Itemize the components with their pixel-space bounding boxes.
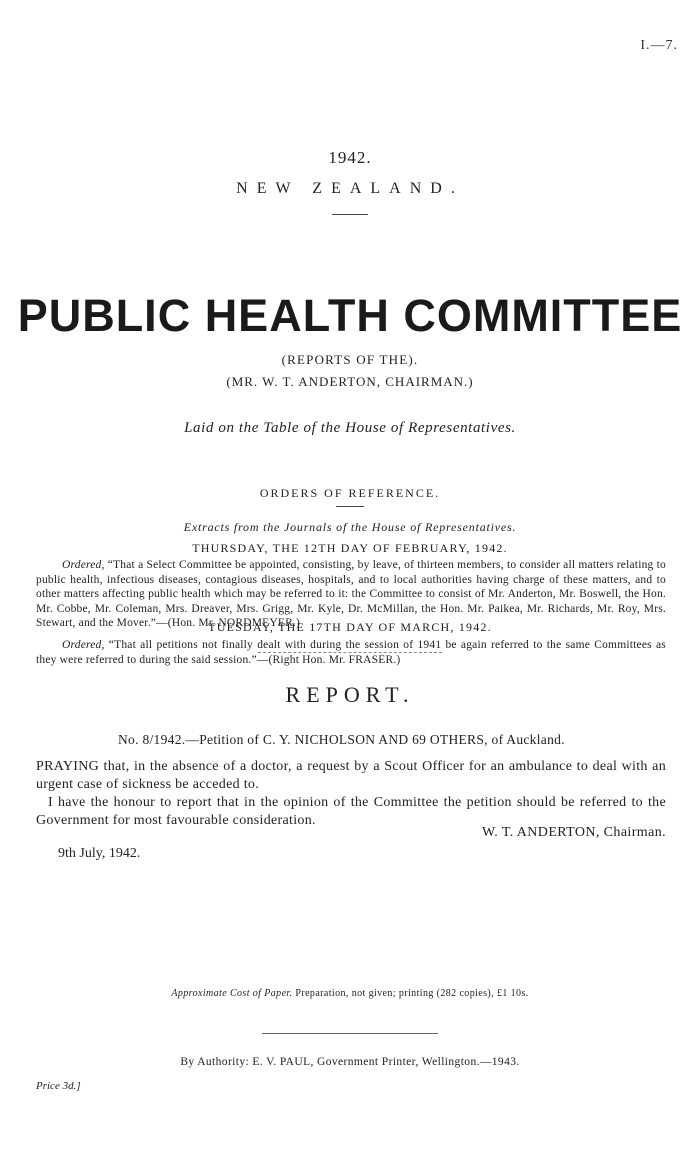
extracts-line: Extracts from the Journals of the House of Representatives. [183,520,517,534]
document-title: PUBLIC HEALTH COMMITTEE [17,290,683,341]
order-2-label: Ordered, [62,639,105,651]
report-heading: REPORT. [285,682,415,707]
order-1-label: Ordered, [62,559,105,571]
authority-line: By Authority: E. V. PAUL, Government Printer, Wellington.—1943. [180,1056,520,1068]
order-date-1: THURSDAY, THE 12TH DAY OF FEBRUARY, 1942. [192,541,508,555]
order-2-text: “That all petitions not finally dealt with during the session of 1941 be again referred to the same Committees as they were referred to during the said session.”—(Right Hon. Mr. FRASER.) [36,639,666,666]
report-date: 9th July, 1942. [58,846,141,861]
orders-heading: ORDERS OF REFERENCE. [259,486,441,500]
cost-text: Preparation, not given; printing (282 copies), £1 10s. [295,988,529,999]
reports-line: (REPORTS OF THE). [281,352,419,367]
praying-paragraph: PRAYING that, in the absence of a doctor, a request by a Scout Officer for an ambulance to deal with an urgent case of sickness be acceded to. [36,759,666,792]
recommendation-paragraph: I have the honour to report that in the opinion of the Committee the petition should be referred to the Government for most favourable consideration. [36,795,666,828]
cost-label: Approximate Cost of Paper. [171,988,293,999]
signature: W. T. ANDERTON, Chairman. [481,825,666,840]
divider-rule [332,214,368,215]
year: 1942. [328,148,372,167]
page-number: I.—7. [640,38,678,53]
price: Price 3d.] [36,1080,81,1092]
order-date-2: TUESDAY, THE 17TH DAY OF MARCH, 1942. [208,620,492,634]
chairman-line: (MR. W. T. ANDERTON, CHAIRMAN.) [226,374,474,389]
order-1-text: “That a Select Committee be appointed, consisting, by leave, of thirteen members, to consider all matters relating to public health, infectious diseases, contagious diseases, hospitals, and to local authorities having charge of these matters, and to other matters affecting public health which may be referred to it: the Committee to consist of Mr. Anderton, Mr. Boswell, the Hon. Mr. Cobbe, Mr. Coleman, Mrs. Dreaver, Mrs. Grigg, Mr. Kyle, Dr. McMillan, the Hon. Mr. Paikea, Mr. Richards, Mr. Roy, Mrs. Stewart, and the Mover.”—(Hon. Mr. NORDMEYER.) [36,559,666,629]
laid-on-table: Laid on the Table of the House of Representatives. [184,420,516,436]
country: NEW ZEALAND. [236,180,464,197]
section-divider [258,652,442,653]
divider-rule [336,506,364,507]
cost-line [0,988,700,999]
footer-rule [262,1033,438,1034]
petition-line: No. 8/1942.—Petition of C. Y. NICHOLSON AND 69 OTHERS, of Auckland. [118,732,565,747]
